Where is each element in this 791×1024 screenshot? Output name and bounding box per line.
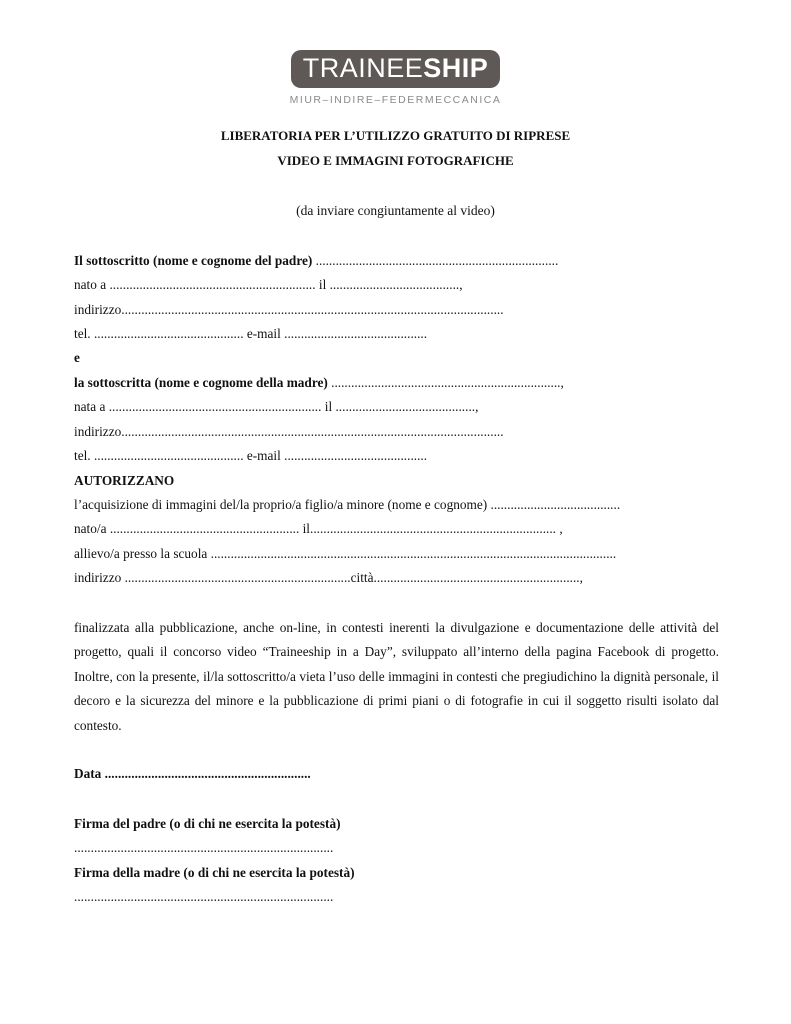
document-subtitle: (da inviare congiuntamente al video) <box>296 203 495 218</box>
mother-name-label: la sottoscritta (nome e cognome della madre) <box>74 375 328 390</box>
father-name-blank: ......................................................................... <box>312 253 559 268</box>
conjunction: e <box>74 350 80 365</box>
minor-name-field: l’acquisizione di immagini del/la proprio/a figlio/a minore (nome e cognome) ....................................... <box>74 497 621 512</box>
date-field: Data .............................................................. <box>74 766 311 781</box>
logo <box>0 50 791 88</box>
mother-name-field <box>74 375 564 391</box>
father-address-field: indirizzo................................................................................................................... <box>74 302 504 317</box>
father-signature-line: .............................................................................. <box>74 840 334 855</box>
minor-school-field: allievo/a presso la scuola .......................................................................................................................... <box>74 546 617 561</box>
father-name-field <box>74 253 558 269</box>
document-title-line-1: LIBERATORIA PER L’UTILIZZO GRATUITO DI RIPRESE <box>220 128 571 143</box>
father-name-label: Il sottoscritto (nome e cognome del padre) <box>74 253 313 268</box>
mother-signature-line: .............................................................................. <box>74 889 334 904</box>
mother-birth-field: nata a ................................................................ il .........................................., <box>74 399 479 414</box>
father-birth-field: nato a .............................................................. il ......................................., <box>74 277 463 292</box>
logo-badge <box>291 50 501 88</box>
authorize-heading: AUTORIZZANO <box>74 473 175 488</box>
mother-name-blank: ....................................................................., <box>327 375 564 390</box>
mother-signature-label: Firma della madre (o di chi ne esercita la potestà) <box>74 865 355 880</box>
father-contact-field: tel. ............................................. e-mail ........................................... <box>74 326 428 341</box>
father-signature-label: Firma del padre (o di chi ne esercita la potestà) <box>74 816 341 831</box>
mother-address-field: indirizzo................................................................................................................... <box>74 424 504 439</box>
minor-birth-field: nato/a ......................................................... il.......................................................................... , <box>74 521 563 536</box>
logo-text-bold: SHIP <box>423 53 489 83</box>
consent-paragraph: finalizzata alla pubblicazione, anche on-line, in contesti inerenti la divulgazione e documentazione delle attività del progetto, quali il concorso video “Traineeship in a Day”, sviluppato all’interno della pagina Facebook di progetto. Inoltre, con la presente, il/la sottoscritto/a vieta l’uso delle immagini in contesti che pregiudichino la dignità personale, il decoro e la sicurezza del minore e la pubblicazione di primi piani o di fotografie in cui il soggetto risulti isolato dal contesto. <box>74 620 719 733</box>
minor-address-field: indirizzo ....................................................................città.............................................................., <box>74 570 583 585</box>
logo-tagline: MIUR–INDIRE–FEDERMECCANICA <box>289 94 502 106</box>
mother-contact-field: tel. ............................................. e-mail ........................................... <box>74 448 428 463</box>
document-title-line-2: VIDEO E IMMAGINI FOTOGRAFICHE <box>277 153 514 168</box>
logo-text-light: TRAINEE <box>302 53 424 83</box>
